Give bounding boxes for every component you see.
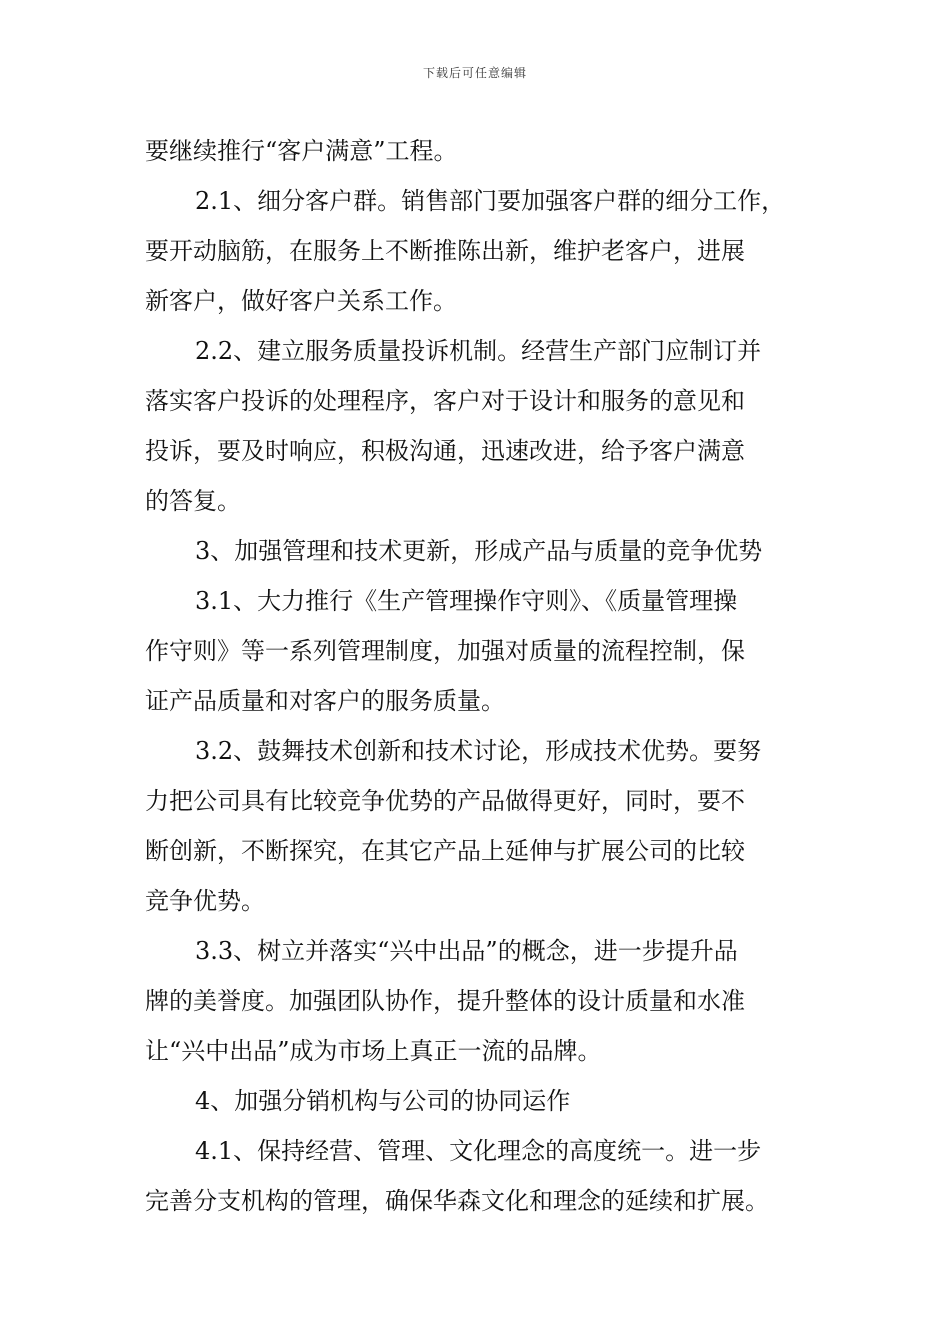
text-line: 证产品质量和对客户的服务质量。 — [145, 687, 505, 715]
text-line: 新客户，做好客户关系工作。 — [145, 287, 457, 315]
text-line: 2.2、建立服务质量投诉机制。经营生产部门应制订并 — [195, 337, 762, 365]
text-line: 要开动脑筋，在服务上不断推陈出新，维护老客户，进展 — [145, 237, 745, 265]
document-body — [145, 126, 813, 1226]
text-line: 2.1、细分客户群。销售部门要加强客户群的细分工作， — [195, 187, 786, 215]
text-line: 落实客户投诉的处理程序，客户对于设计和服务的意见和 — [145, 387, 745, 415]
text-line: 要继续推行“客户满意”工程。 — [145, 137, 458, 165]
text-line: 牌的美誉度。加强团队协作，提升整体的设计质量和水准 — [145, 987, 745, 1015]
text-line: 让“兴中出品”成为市场上真正一流的品牌。 — [145, 1037, 602, 1065]
text-line: 投诉，要及时响应，积极沟通，迅速改进，给予客户满意 — [145, 437, 745, 465]
section-heading: 3、加强管理和技术更新，形成产品与质量的竞争优势 — [195, 537, 763, 565]
text-line: 完善分支机构的管理，确保华森文化和理念的延续和扩展。 — [145, 1187, 769, 1215]
text-line: 3.1、大力推行《生产管理操作守则》、《质量管理操 — [195, 587, 738, 615]
text-line: 断创新，不断探究，在其它产品上延伸与扩展公司的比较 — [145, 837, 745, 865]
page-header: 下载后可任意编辑 — [422, 66, 527, 80]
text-line: 力把公司具有比较竞争优势的产品做得更好，同时，要不 — [145, 787, 745, 815]
text-line: 3.3、树立并落实“兴中出品”的概念，进一步提升品 — [195, 937, 738, 965]
text-line: 4.1、保持经营、管理、文化理念的高度统一。进一步 — [195, 1137, 762, 1165]
text-line: 竞争优势。 — [145, 887, 265, 915]
section-heading: 4、加强分销机构与公司的协同运作 — [195, 1087, 571, 1115]
text-line: 作守则》等一系列管理制度，加强对质量的流程控制，保 — [145, 637, 745, 665]
text-line: 的答复。 — [145, 487, 241, 515]
text-line: 3.2、鼓舞技术创新和技术讨论，形成技术优势。要努 — [195, 737, 762, 765]
